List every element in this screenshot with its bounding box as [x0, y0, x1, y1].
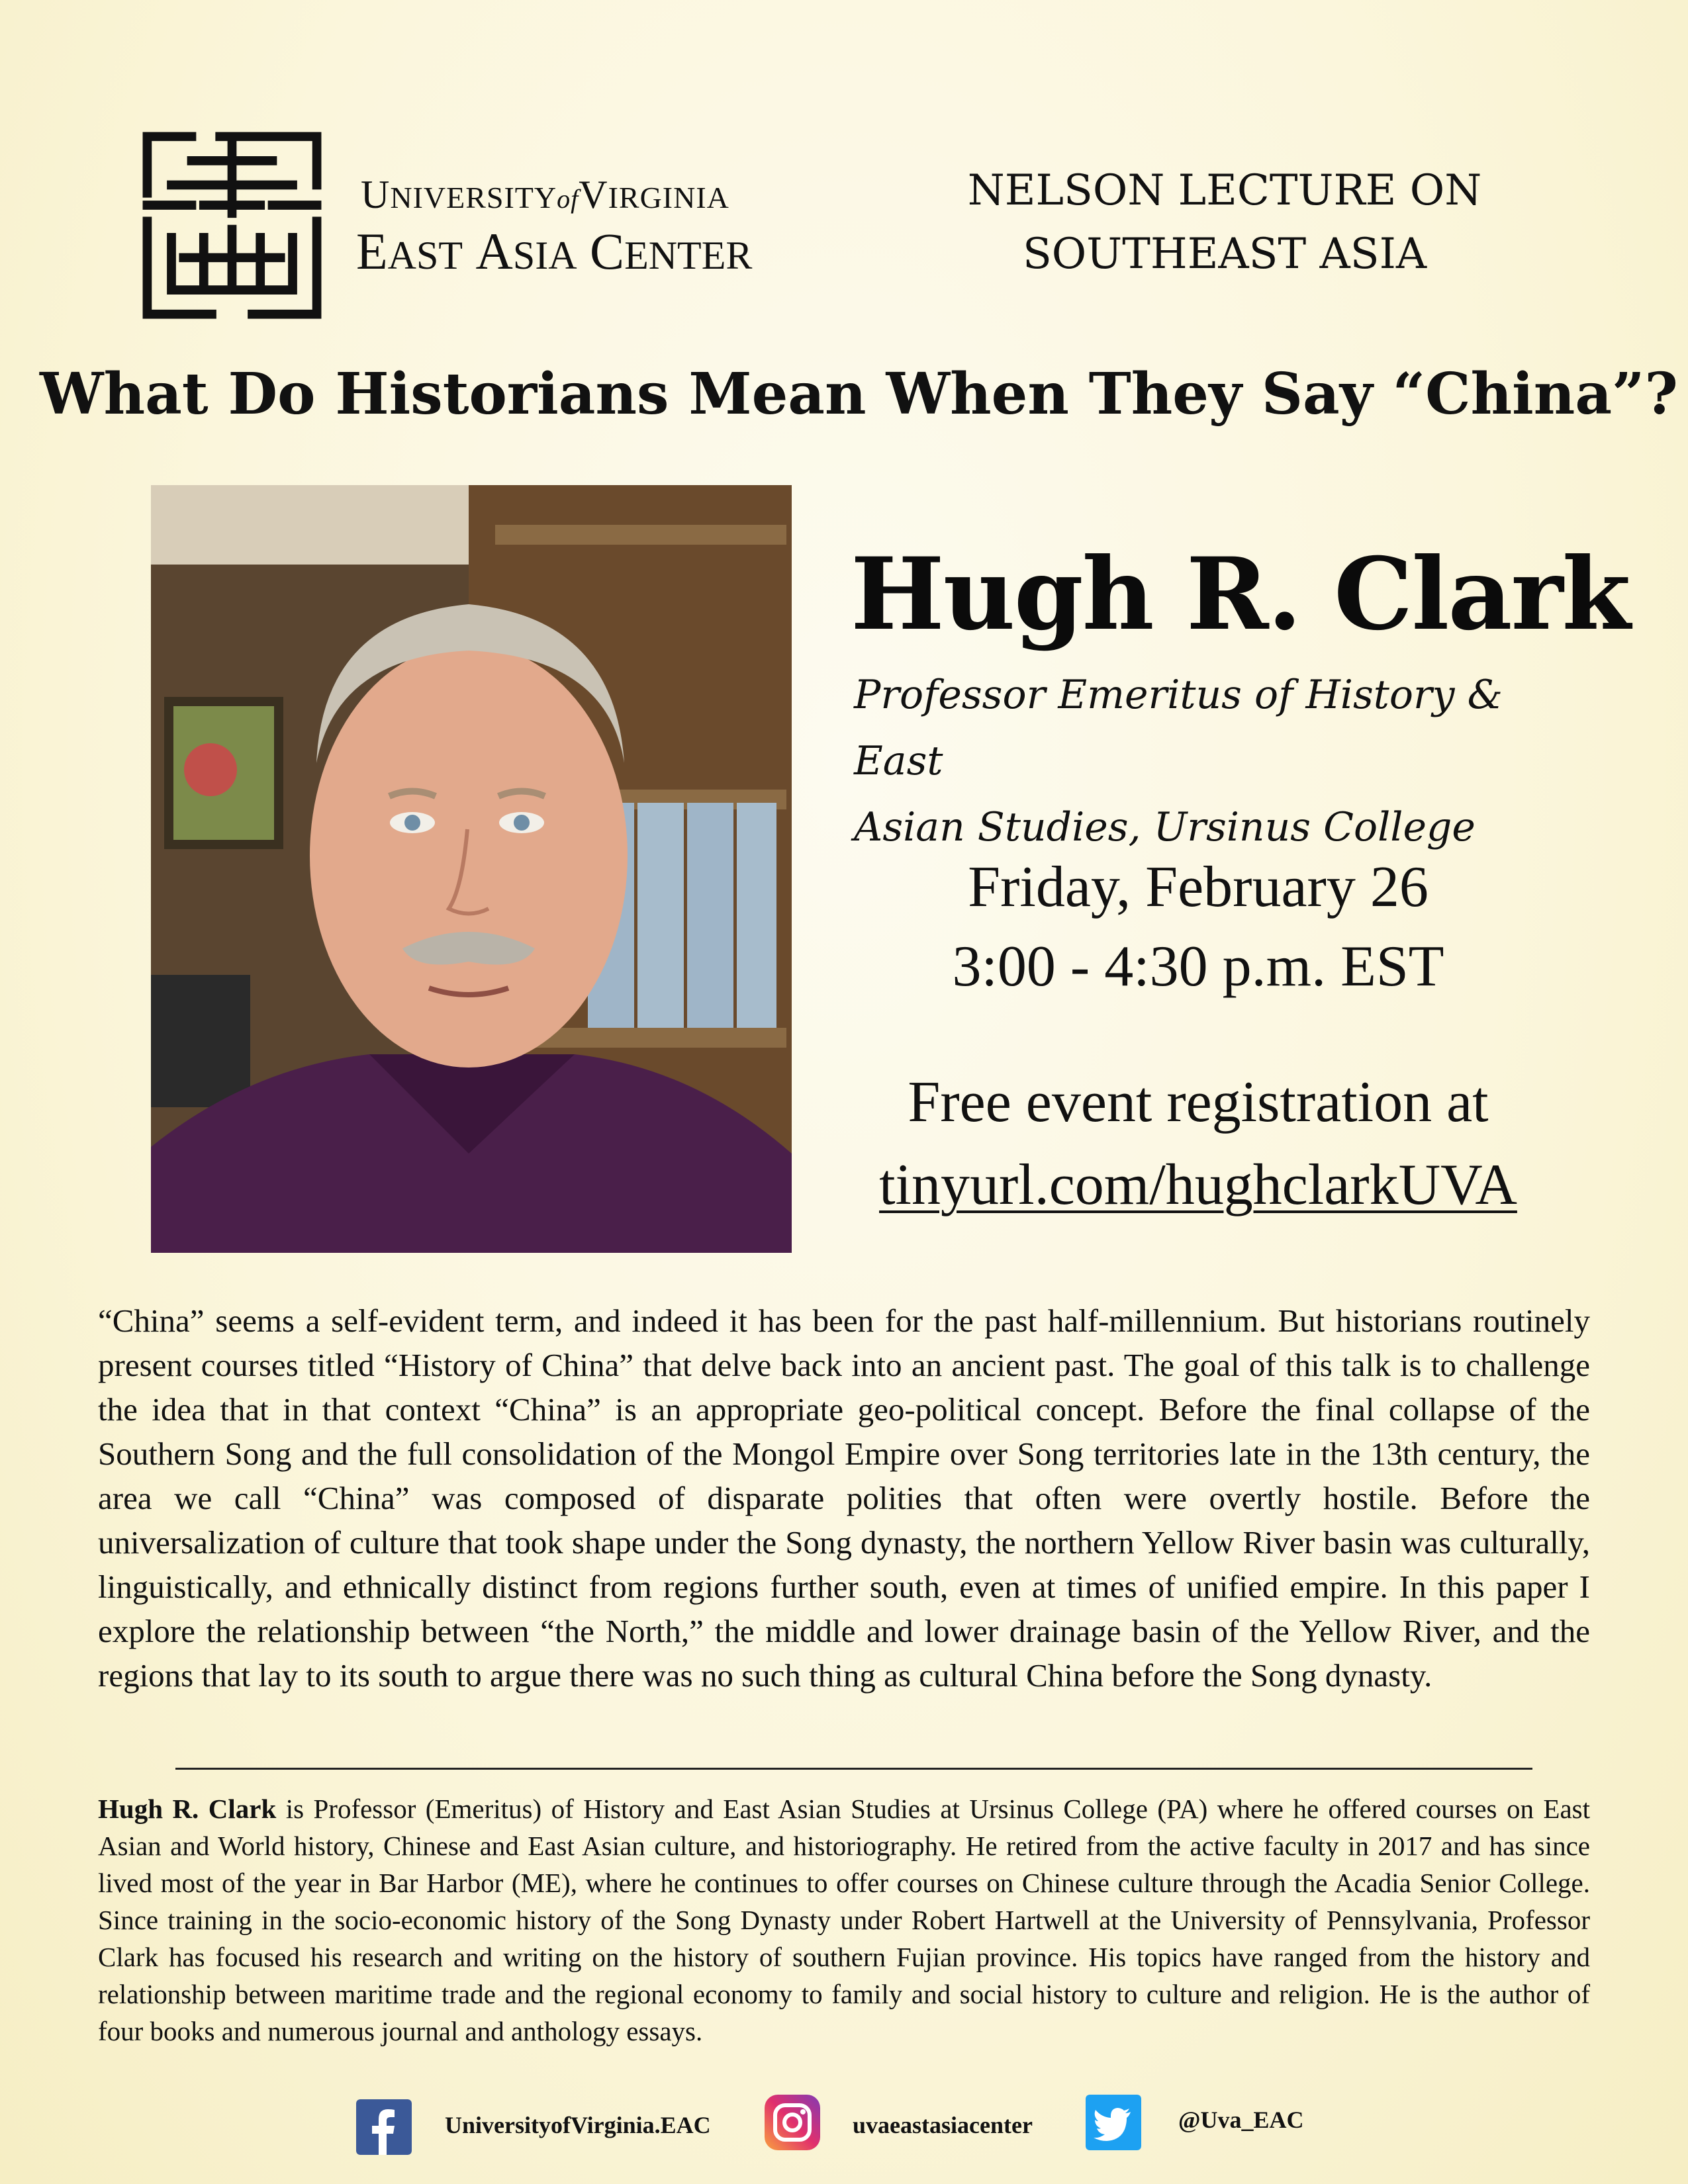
- twitter-icon[interactable]: [1086, 2095, 1141, 2150]
- logo-text-part: of: [557, 184, 579, 214]
- affiliation-line-1: Professor Emeritus of History & East: [854, 672, 1503, 784]
- facebook-handle[interactable]: UniversityofVirginia.EAC: [445, 2112, 711, 2138]
- east-asia-center-wordmark: [356, 222, 752, 281]
- lecture-series-heading: [920, 159, 1529, 286]
- logo-text-part: A: [475, 222, 513, 280]
- registration-text: Free event registration at: [908, 1070, 1489, 1134]
- lecture-title: What Do Historians Mean When They Say “China”?: [40, 361, 1678, 428]
- logo-text-part: C: [590, 222, 625, 280]
- university-of-virginia-wordmark: [361, 172, 729, 218]
- registration-link[interactable]: tinyurl.com/hughclarkUVA: [879, 1153, 1517, 1217]
- event-time: 3:00 - 4:30 p.m. EST: [952, 934, 1444, 999]
- logo-text-part: E: [356, 222, 388, 280]
- speaker-photo: [151, 485, 792, 1253]
- series-line-2: SOUTHEAST ASIA: [1022, 230, 1427, 279]
- logo-text-part: ENTER: [624, 234, 753, 277]
- affiliation-line-2: Asian Studies, Ursinus College: [854, 804, 1476, 850]
- speaker-bio: [98, 1790, 1590, 2050]
- instagram-icon[interactable]: [765, 2095, 820, 2150]
- logo-text-part: SIA: [512, 234, 577, 277]
- section-divider: [175, 1768, 1532, 1770]
- instagram-handle[interactable]: uvaeastasiacenter: [853, 2112, 1033, 2138]
- event-date: Friday, February 26: [968, 855, 1429, 919]
- logo-text-part: AST: [387, 234, 463, 277]
- logo-text-part: IRGINIA: [608, 181, 729, 214]
- logo-text-part: U: [361, 173, 391, 216]
- bio-text: is Professor (Emeritus) of History and East Asian Studies at Ursinus College (PA) where he offered courses on East Asian and World history, Chinese and East Asian culture, and historiography. He retired from the active faculty in 2017 and has since lived most of the year in Bar Harbor (ME), where he continues to offer courses on Chinese culture through the Acadia Senior College. Since training in the socio-economic history of the Song Dynasty under Robert Hartwell at the University of Pennsylvania, Professor Clark has focused his research and writing on the history of southern Fujian province. His topics have ranged from the history and relationship between maritime trade and the regional economy to family and social history to culture and religion. He is the author of four books and numerous journal and anthology essays.: [98, 1794, 1590, 2046]
- bio-speaker-name: Hugh R. Clark: [98, 1794, 277, 1824]
- twitter-handle[interactable]: @Uva_EAC: [1178, 2107, 1304, 2133]
- speaker-affiliation: [854, 662, 1582, 860]
- series-line-1: NELSON LECTURE ON: [967, 166, 1482, 215]
- facebook-icon[interactable]: [356, 2099, 412, 2155]
- logo-text-part: NIVERSITY: [390, 181, 557, 214]
- lecture-abstract: “China” seems a self-evident term, and indeed it has been for the past half-millennium. But historians routinely present courses titled “History of China” that delve back into an ancient past. The goal of this talk is to challenge the idea that in that context “China” is an appropriate geo-political concept. Before the final collapse of the Southern Song and the full consolidation of the Mongol Empire over Song territories late in the 13th century, the area we call “China” was composed of disparate polities that often were overtly hostile. Before the universalization of culture that took shape under the Song dynasty, the northern Yellow River basin was culturally, linguistically, and ethnically distinct from regions further south, even at times of unified empire. In this paper I explore the relationship between “the North,” the middle and lower drainage basin of the Yellow River, and the regions that lay to its south to argue there was no such thing as cultural China before the Song dynasty.: [98, 1302, 1590, 1694]
- logo-text-part: V: [579, 173, 608, 216]
- speaker-name: Hugh R. Clark: [851, 536, 1630, 653]
- east-asia-center-seal-logo: [131, 124, 333, 326]
